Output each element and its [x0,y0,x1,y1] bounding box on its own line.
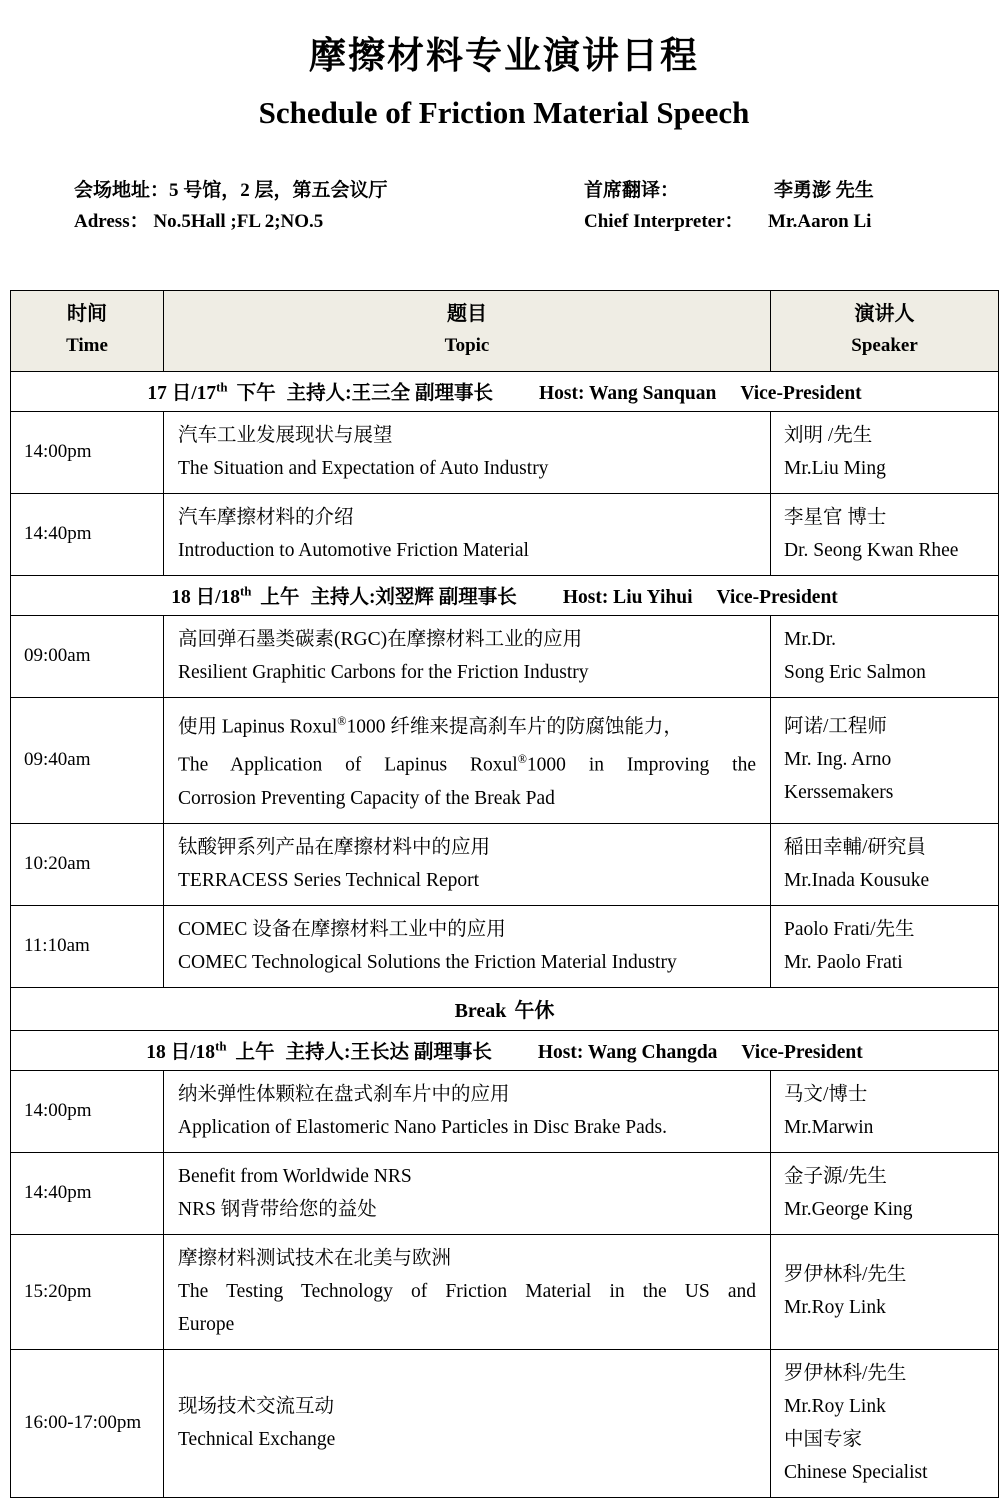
table-header-row [11,291,999,371]
topic-line: The Situation and Expectation of Auto Industry [178,457,549,479]
page-title-chinese: 摩擦材料专业演讲日程 [309,36,699,77]
session-header-row [11,575,999,615]
session-time: 11:10am [11,905,164,987]
session-topic [164,1152,771,1234]
column-header-speaker [771,291,999,371]
venue-info-row-english [74,206,980,237]
break-label-chinese: 午休 [514,999,555,1022]
venue-address-chinese: 会场地址：5 号馆，2 层，第五会议厅 [74,180,388,202]
session-topic [164,823,771,905]
topic-line: Resilient Graphitic Carbons for the Friction Industry [178,661,589,683]
column-header-topic [164,291,771,371]
session-time: 14:40pm [11,1152,164,1234]
session-date: 18 日/18th [146,1039,227,1063]
session-time: 09:40am [11,697,164,823]
topic-line: 汽车摩擦材料的介绍 [178,506,354,528]
table-row [11,1070,999,1152]
topic-line: 高回弹石墨类碳素(RGC)在摩擦材料工业的应用 [178,628,583,650]
session-date: 17 日/17th [147,380,228,404]
speaker-line: Mr.Inada Kousuke [784,869,930,891]
session-header-content [147,377,861,405]
session-period: 上午 [235,1041,275,1063]
table-row [11,615,999,697]
table-row [11,823,999,905]
session-host-role: Vice-President [716,586,838,608]
speaker-line: 金子源/先生 [784,1165,887,1187]
speaker-line: Paolo Frati/先生 [784,918,915,940]
table-row [11,1349,999,1497]
session-header-content [171,581,838,609]
speaker-line: Mr.Roy Link [784,1297,886,1319]
speaker-line: 稲田幸輔/研究員 [784,836,926,858]
session-time: 14:40pm [11,493,164,575]
break-label-english: Break [454,999,507,1022]
registered-trademark-icon: ® [337,713,347,728]
session-time: 09:00am [11,615,164,697]
topic-line: The Application of Lapinus Roxul®1000 in Improving the [178,752,756,776]
speaker-line: 罗伊林科/先生 [784,1362,907,1384]
topic-line: 钛酸钾系列产品在摩擦材料中的应用 [178,836,491,858]
session-header-row [11,371,999,411]
topic-line: Application of Elastomeric Nano Particles in Disc Brake Pads. [178,1116,668,1138]
table-row [11,1234,999,1349]
session-speaker [771,1349,999,1497]
speaker-line: Mr.Marwin [784,1116,874,1138]
table-row [11,411,999,493]
topic-line: The Testing Technology of Friction Material in the US and [178,1280,756,1302]
speaker-line: 李星官 博士 [784,506,887,528]
session-speaker [771,1070,999,1152]
topic-line: 现场技术交流互动 [178,1395,335,1417]
session-time: 14:00pm [11,411,164,493]
session-topic [164,615,771,697]
speaker-line: Mr.Dr. [784,628,837,650]
topic-line: NRS 钢背带给您的益处 [178,1198,377,1220]
session-header-cell [11,371,999,411]
session-host-chinese: 主持人:王三全 副理事长 [286,382,493,404]
session-speaker [771,905,999,987]
speaker-line: 马文/博士 [784,1083,868,1105]
column-header-topic-chinese: 题目 [447,303,487,326]
topic-line: COMEC Technological Solutions the Friction Material Industry [178,951,677,973]
column-header-speaker-chinese: 演讲人 [854,303,915,326]
column-header-speaker-english: Speaker [851,334,918,356]
column-header-time [11,291,164,371]
session-time: 15:20pm [11,1234,164,1349]
session-speaker [771,697,999,823]
topic-line: 摩擦材料测试技术在北美与欧洲 [178,1247,452,1269]
topic-line: Introduction to Automotive Friction Material [178,539,529,561]
session-period: 下午 [236,382,276,404]
session-speaker [771,615,999,697]
speaker-line: Dr. Seong Kwan Rhee [784,539,959,561]
speaker-line: 刘明 /先生 [784,424,873,446]
topic-line: 汽车工业发展现状与展望 [178,424,393,446]
session-host-role: Vice-President [741,1041,863,1063]
schedule-table [10,290,999,1497]
session-header-row [11,1030,999,1070]
session-speaker [771,1152,999,1234]
column-header-topic-english: Topic [444,334,490,356]
interpreter-label-chinese: 首席翻译： [584,180,680,202]
break-cell [11,987,999,1030]
speaker-line: Mr. Ing. Arno [784,749,892,771]
session-topic [164,697,771,823]
table-row [11,697,999,823]
speaker-line: Mr.George King [784,1198,913,1220]
session-topic [164,1070,771,1152]
session-header-cell [11,575,999,615]
column-header-time-chinese: 时间 [67,303,107,326]
topic-line: Corrosion Preventing Capacity of the Break Pad [178,787,555,809]
page-title-english: Schedule of Friction Material Speech [258,95,750,131]
table-row [11,1152,999,1234]
table-row [11,905,999,987]
table-row [11,493,999,575]
speaker-line: Kerssemakers [784,782,894,804]
topic-line: COMEC 设备在摩擦材料工业中的应用 [178,918,506,940]
topic-line: 使用 Lapinus Roxul®1000 纤维来提高刹车片的防腐蚀能力， [178,713,683,738]
speaker-line: 中国专家 [784,1428,863,1450]
speaker-line: Song Eric Salmon [784,661,926,683]
session-speaker [771,411,999,493]
registered-trademark-icon: ® [517,752,527,767]
topic-line: TERRACESS Series Technical Report [178,869,480,891]
session-date-ordinal: th [216,380,228,395]
session-time: 16:00-17:00pm [11,1349,164,1497]
speaker-line: 罗伊林科/先生 [784,1264,907,1286]
speaker-line: Mr. Paolo Frati [784,951,903,973]
session-speaker [771,823,999,905]
session-date-ordinal: th [239,584,252,599]
topic-line: 纳米弹性体颗粒在盘式刹车片中的应用 [178,1083,510,1105]
break-row [11,987,999,1030]
venue-info-block [0,175,1008,237]
session-date: 18 日/18th [171,584,252,608]
session-host-chinese: 主持人:王长达 副理事长 [285,1041,492,1063]
column-header-time-english: Time [66,334,108,356]
venue-address-english: Adress： No.5Hall ;FL 2;NO.5 [74,211,324,233]
session-topic [164,1234,771,1349]
session-host-role: Vice-President [740,382,862,404]
topic-line: Benefit from Worldwide NRS [178,1165,412,1187]
session-topic [164,411,771,493]
speaker-line: 阿诺/工程师 [784,716,887,738]
session-topic [164,1349,771,1497]
session-date-ordinal: th [215,1039,227,1054]
session-host-chinese: 主持人:刘翌辉 副理事长 [310,586,517,608]
speaker-line: Mr.Roy Link [784,1395,886,1417]
interpreter-name-english: Mr.Aaron Li [768,211,872,233]
session-period: 上午 [260,586,300,608]
session-time: 14:00pm [11,1070,164,1152]
speaker-line: Chinese Specialist [784,1461,928,1483]
interpreter-row-english [584,206,980,237]
schedule-table-wrapper [10,290,998,1497]
session-topic [164,493,771,575]
interpreter-row-chinese [584,175,980,206]
session-speaker [771,493,999,575]
session-host-english: Host: Wang Sanquan [538,382,717,404]
venue-info-row-chinese [74,175,980,206]
interpreter-label-english: Chief Interpreter： [584,211,744,233]
session-speaker [771,1234,999,1349]
session-host-english: Host: Wang Changda [537,1041,718,1063]
topic-line: Europe [178,1313,235,1335]
session-header-cell [11,1030,999,1070]
session-topic [164,905,771,987]
interpreter-name-chinese: 李勇澎 先生 [774,180,874,202]
session-host-english: Host: Liu Yihui [562,586,693,608]
topic-line: Technical Exchange [178,1428,336,1450]
session-time: 10:20am [11,823,164,905]
session-header-content [146,1036,862,1064]
speaker-line: Mr.Liu Ming [784,457,886,479]
